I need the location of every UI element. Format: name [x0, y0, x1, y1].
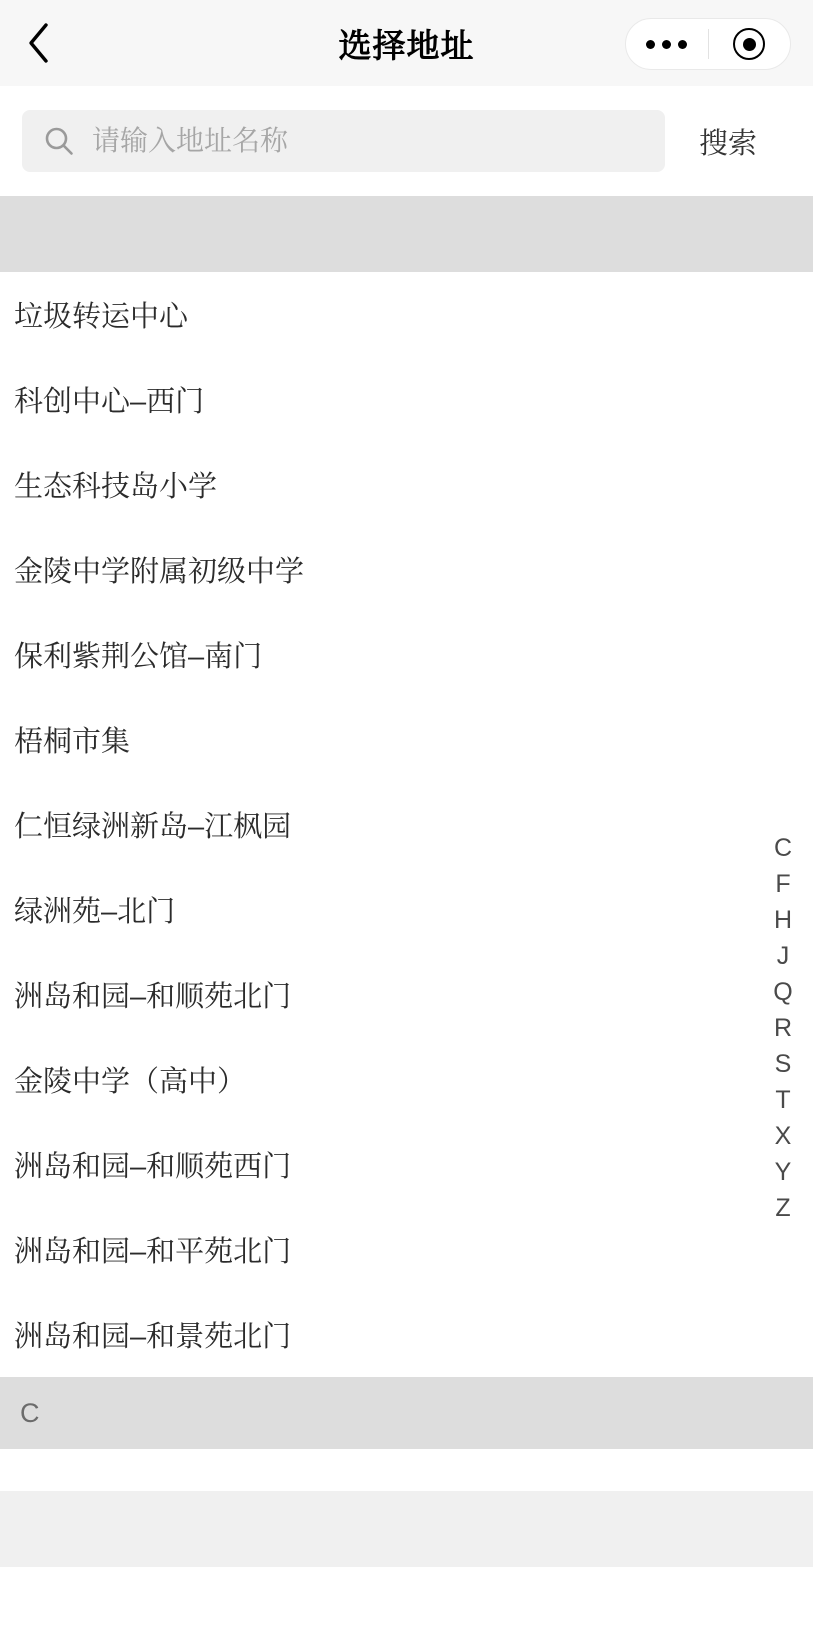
search-icon: [42, 124, 76, 158]
index-letter[interactable]: F: [775, 870, 791, 898]
group-header-c: C: [0, 1377, 813, 1449]
list-item[interactable]: 金陵中学（高中）: [0, 1037, 813, 1122]
list-item[interactable]: 仁恒绿洲新岛–江枫园: [0, 782, 813, 867]
list-item[interactable]: 洲岛和园–和顺苑西门: [0, 1122, 813, 1207]
index-letter[interactable]: J: [776, 942, 790, 970]
target-ring: [733, 28, 765, 60]
alphabet-index-bar[interactable]: [763, 830, 803, 1226]
search-bar: [0, 86, 813, 196]
chevron-left-icon: [26, 21, 52, 65]
list-bottom-spacer: [0, 1449, 813, 1491]
list-item[interactable]: 垃圾转运中心: [0, 272, 813, 357]
address-list: [0, 272, 813, 1377]
navigation-bar: [0, 0, 813, 86]
bottom-safe-area: [0, 1567, 813, 1627]
list-item[interactable]: 洲岛和园–和平苑北门: [0, 1207, 813, 1292]
index-letter[interactable]: S: [774, 1050, 792, 1078]
group-header: [0, 196, 813, 272]
page-title: 选择地址: [338, 26, 475, 64]
index-letter[interactable]: X: [774, 1122, 792, 1150]
index-letter[interactable]: H: [773, 906, 793, 934]
search-field[interactable]: [22, 110, 665, 172]
list-item[interactable]: 绿洲苑–北门: [0, 867, 813, 952]
list-item[interactable]: 保利紫荆公馆–南门: [0, 612, 813, 697]
bottom-strip: [0, 1491, 813, 1567]
list-item[interactable]: 科创中心–西门: [0, 357, 813, 442]
more-dots-icon[interactable]: [626, 40, 708, 49]
list-item[interactable]: 洲岛和园–和顺苑北门: [0, 952, 813, 1037]
index-letter[interactable]: Z: [775, 1194, 791, 1222]
back-button[interactable]: [0, 0, 78, 86]
list-item[interactable]: 梧桐市集: [0, 697, 813, 782]
search-input[interactable]: [92, 110, 645, 172]
search-button[interactable]: 搜索: [698, 127, 757, 160]
list-item[interactable]: 生态科技岛小学: [0, 442, 813, 527]
index-letter[interactable]: C: [773, 834, 793, 862]
target-circle-icon[interactable]: [709, 28, 791, 60]
list-item[interactable]: 金陵中学附属初级中学: [0, 527, 813, 612]
index-letter[interactable]: Y: [774, 1158, 792, 1186]
index-letter[interactable]: T: [775, 1086, 791, 1114]
index-letter[interactable]: R: [773, 1014, 793, 1042]
mini-program-capsule: [625, 18, 791, 70]
index-letter[interactable]: Q: [773, 978, 793, 1006]
list-item[interactable]: 洲岛和园–和景苑北门: [0, 1292, 813, 1377]
